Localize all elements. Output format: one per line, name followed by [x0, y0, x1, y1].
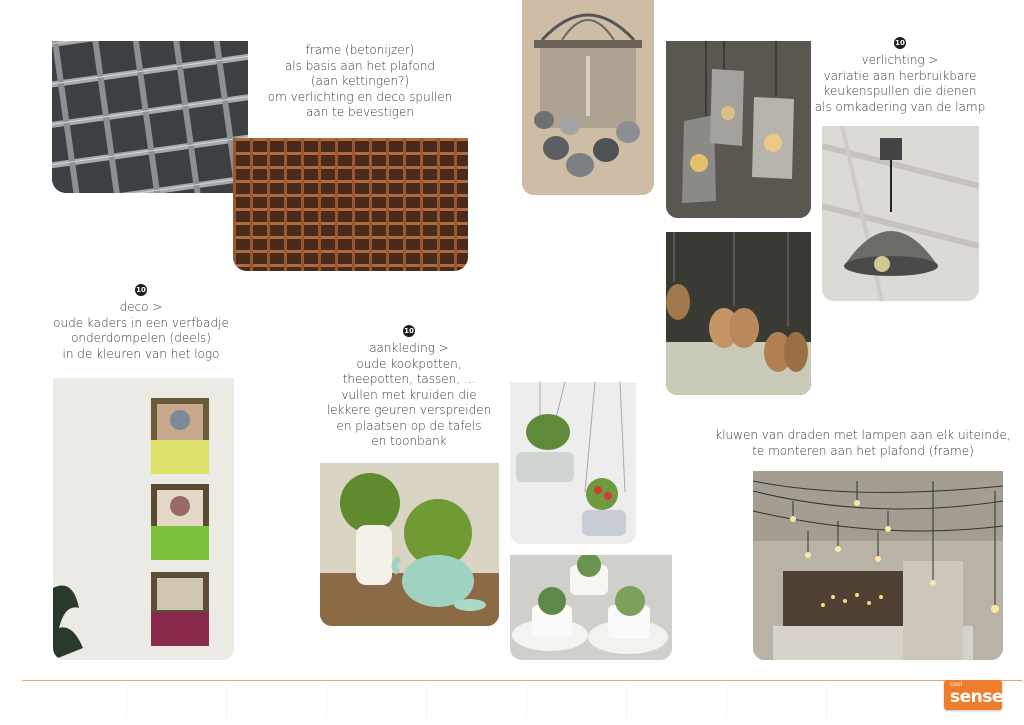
footer-ghost-cell — [526, 687, 623, 717]
frame-caption: frame (betonijzer) als basis aan het plafond (aan kettingen?) om verlichting en deco spullen aan te bevestigen — [267, 43, 453, 119]
deco-caption: 10 deco > oude kaders in een verfbadje onderdompelen (deels) in de kleuren van het logo — [53, 286, 229, 361]
footer-divider — [22, 680, 1022, 681]
dipped-frames-photo — [53, 378, 234, 660]
ladle-chandelier-photo — [522, 0, 654, 195]
footer-ghost-cell — [426, 687, 523, 717]
footer-ghost-cell — [826, 687, 923, 717]
logo-small-text: cool — [950, 681, 963, 688]
colander-lamp-photo — [822, 126, 979, 301]
aankleding-caption: 10 aankleding > oude kookpotten, theepotten, tassen, ... vullen met kruiden die lekkere geuren verspreiden en plaatsen op de tafels en toonbank — [326, 327, 492, 448]
footer-ghost-cell — [126, 687, 223, 717]
teacup-succulents-photo — [510, 555, 672, 660]
logo-wordmark: sense — [950, 687, 1003, 707]
number-badge: 10 — [895, 39, 905, 47]
footer-ghost-cell — [626, 687, 723, 717]
hanging-pots-photo — [510, 382, 636, 544]
herb-teapot-photo — [320, 463, 499, 626]
kluwen-caption: kluwen van draden met lampen aan elk uiteinde, te monteren aan het plafond (frame) — [715, 428, 1011, 458]
brand-logo — [944, 680, 1002, 710]
string-lights-photo — [753, 471, 1003, 660]
rebar-mesh-photo-rust — [233, 138, 468, 271]
rebar-mesh-photo-grey — [52, 41, 248, 193]
footer-ghost-cell — [726, 687, 823, 717]
number-badge: 10 — [404, 327, 414, 335]
verlichting-caption: 10 verlichting > variatie aan herbruikbare keukenspullen die dienen als omkadering van de lamp — [814, 39, 986, 114]
number-badge: 10 — [136, 286, 146, 294]
footer-ghost-cell — [326, 687, 423, 717]
grater-lamps-photo — [666, 41, 811, 218]
spoon-lamps-photo — [666, 232, 811, 395]
footer-ghost-cell — [226, 687, 323, 717]
